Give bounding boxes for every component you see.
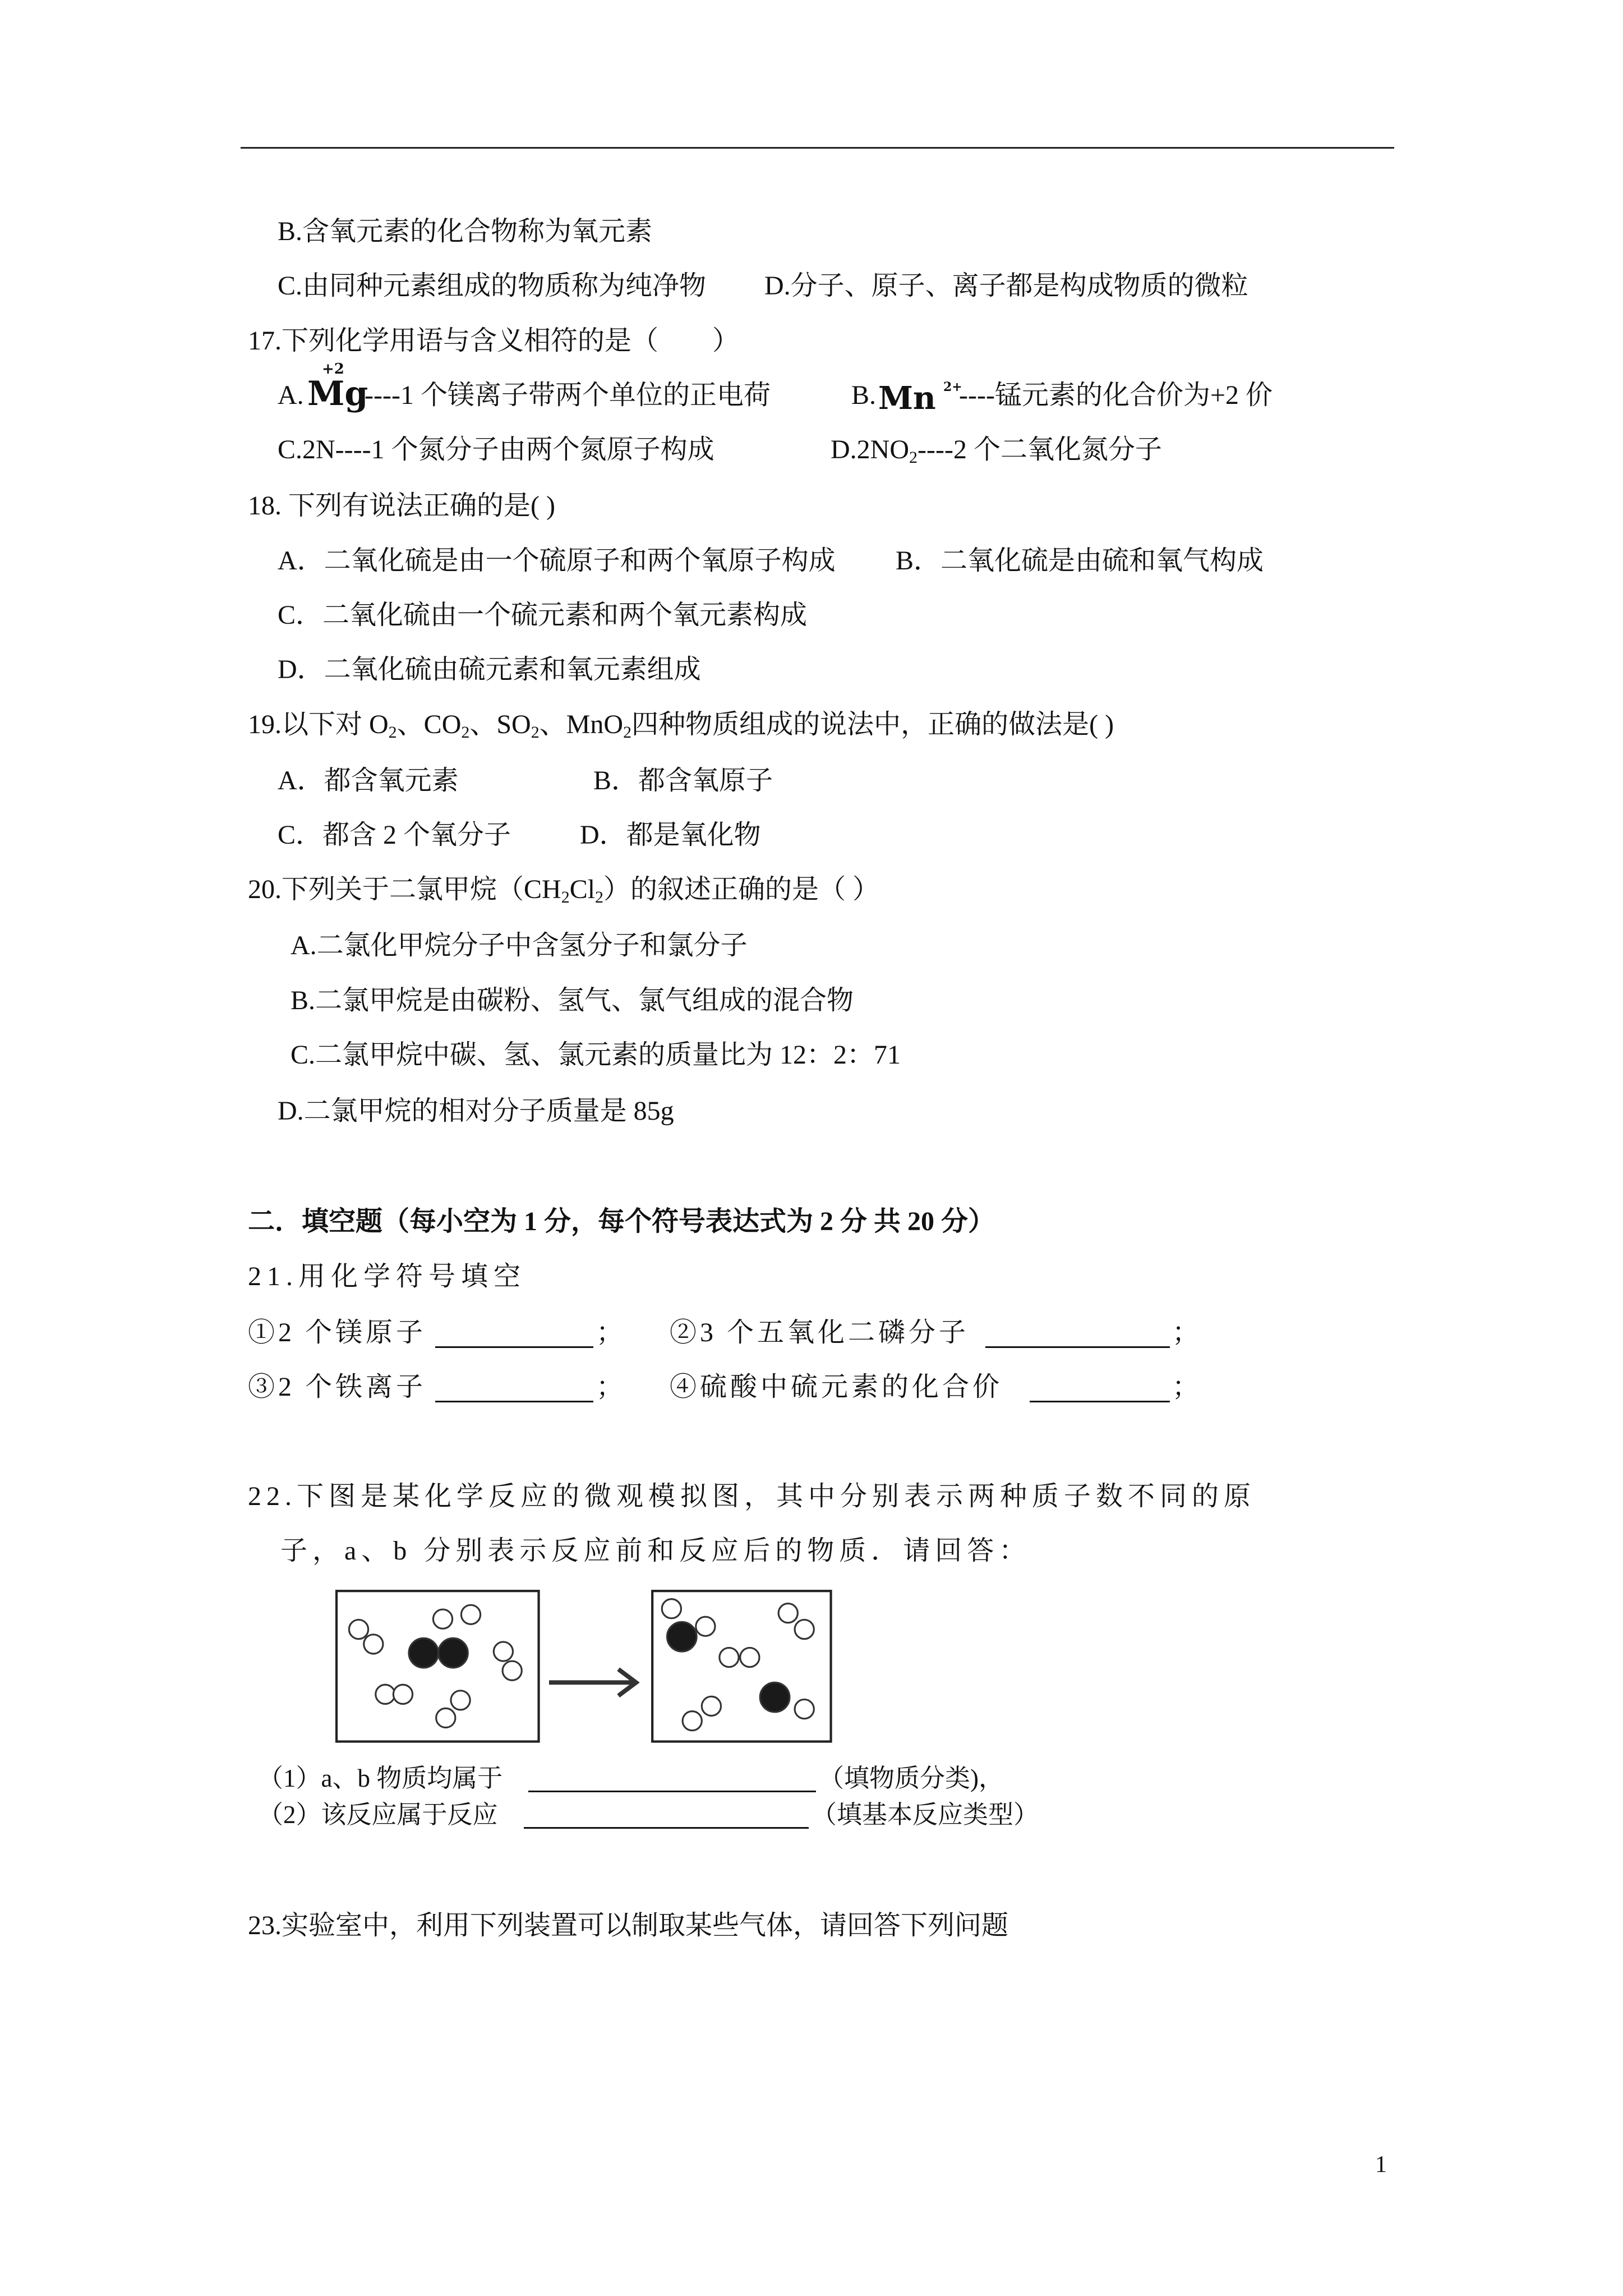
q17-option-c: C.2N----1 个氮分子由两个氮原子构成 — [278, 435, 714, 464]
q22-sub-1-prompt: （1）a、b 物质均属于 — [258, 1764, 503, 1792]
q19-stem: 19.以下对 $O_2$、$CO_2$、$SO_2$、MnO$_2$四种物质组成的说法中，正确的做法是( ) — [248, 710, 1114, 742]
q18-option-b: B．二氧化硫是由硫和氧气构成 — [896, 546, 1264, 576]
element-symbol: Mg — [307, 374, 368, 413]
answer-blank — [1030, 1372, 1170, 1402]
q17-option-b-label: B. — [851, 380, 877, 410]
q20-option-b: B.二氯甲烷是由碳粉、氢气、氯气组成的混合物 — [291, 986, 854, 1015]
answer-blank — [528, 1763, 816, 1792]
q21-stem: 21.用化学符号填空 — [248, 1262, 527, 1291]
q17-mg-valence-symbol — [307, 359, 368, 415]
q19-option-d: D．都是氧化物 — [580, 820, 761, 850]
page-number: 1 — [1375, 2152, 1387, 2178]
q16-option-d: D.分子、原子、离子都是构成物质的微粒 — [764, 271, 1248, 301]
q20-option-d: D.二氯甲烷的相对分子质量是 85g — [278, 1096, 674, 1126]
q17-option-a-label: A. — [278, 380, 304, 410]
q18-option-a: A．二氧化硫是由一个硫原子和两个氧原子构成 — [278, 546, 836, 576]
ion-charge-label: 2+ — [943, 380, 962, 394]
q23-stem: 23.实验室中，利用下列装置可以制取某些气体，请回答下列问题 — [248, 1911, 1009, 1940]
separator: ； — [1172, 1372, 1200, 1402]
q16-option-b: B.含氧元素的化合物称为氧元素 — [278, 217, 653, 246]
header-rule — [241, 147, 1394, 149]
answer-blank — [524, 1799, 809, 1829]
q21-item-3: ③2 个铁离子 — [248, 1372, 427, 1402]
q19-option-a: A．都含氧元素 — [278, 766, 459, 795]
reaction-arrow-icon — [549, 1669, 636, 1696]
answer-blank — [435, 1372, 593, 1402]
q22-sub-2-prompt: （2）该反应属于反应 — [258, 1801, 498, 1829]
after-molecules — [662, 1599, 814, 1731]
q19-option-b: B．都含氧原子 — [593, 766, 773, 795]
valence-label: +2 — [322, 361, 344, 378]
q22-sub-1-hint: （填物质分类)， — [819, 1764, 1004, 1792]
q18-option-c: C．二氧化硫由一个硫元素和两个氧元素构成 — [278, 600, 808, 630]
q18-stem: 18. 下列有说法正确的是( ) — [248, 491, 555, 521]
section-title: 二．填空题（每小空为 1 分，每个符号表达式为 2 分 共 20 分） — [248, 1207, 995, 1236]
q17-stem: 17.下列化学用语与含义相符的是（ ） — [248, 326, 740, 356]
q22-sub-2-hint: （填基本反应类型） — [811, 1801, 1039, 1829]
q21-item-4: ④硫酸中硫元素的化合价 — [670, 1372, 1003, 1402]
separator: ； — [1172, 1318, 1200, 1347]
q17-option-a-text: ----1 个镁离子带两个单位的正电荷 — [365, 380, 771, 410]
answer-blank — [985, 1317, 1170, 1348]
answer-blank — [435, 1317, 593, 1348]
q17-option-d: $D.2NO_2----2$ 个二氧化氮分子 — [831, 435, 1162, 467]
separator: ； — [596, 1318, 624, 1347]
q19-option-c: C．都含 2 个氧分子 — [278, 820, 511, 850]
q20-option-a: A.二氯化甲烷分子中含氢分子和氯分子 — [291, 931, 748, 960]
q22-stem-line-1: 22.下图是某化学反应的微观模拟图，其中分别表示两种质子数不同的原 — [248, 1481, 1256, 1511]
q17-mn-ion-symbol — [878, 379, 962, 419]
q20-stem: 20.下列关于二氯甲烷$(CH_2Cl_2)$的叙述正确的是（ ） — [248, 875, 880, 907]
q21-item-2: ②3 个五氧化二磷分子 — [670, 1318, 970, 1347]
before-molecules — [349, 1605, 522, 1727]
element-symbol: Mn — [878, 380, 936, 417]
q18-option-d: D．二氧化硫由硫元素和氧元素组成 — [278, 655, 701, 684]
q20-option-c: C.二氯甲烷中碳、氢、氯元素的质量比为 12：2：71 — [291, 1040, 901, 1070]
reaction-micro-diagram — [325, 1579, 841, 1756]
q16-option-c: C.由同种元素组成的物质称为纯净物 — [278, 271, 707, 301]
q21-item-1: ①2 个镁原子 — [248, 1318, 427, 1347]
q22-stem-line-2: 子，a、b 分别表示反应前和反应后的物质．请回答： — [280, 1536, 1031, 1566]
separator: ； — [596, 1372, 624, 1402]
q17-option-b-text: ----锰元素的化合价为+2 价 — [959, 380, 1273, 410]
